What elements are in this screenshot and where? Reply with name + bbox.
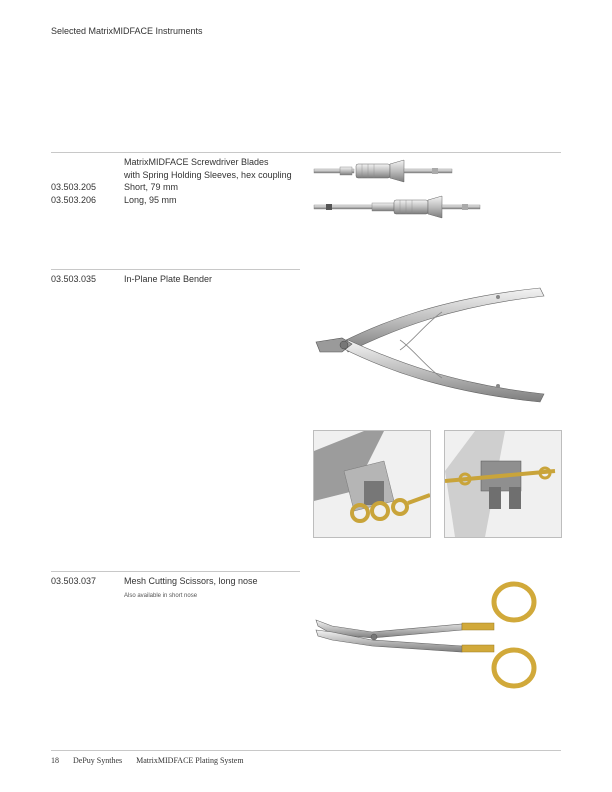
plate-bender-icon bbox=[312, 282, 548, 412]
page-number: 18 bbox=[51, 756, 59, 765]
section-divider bbox=[51, 269, 300, 270]
mesh-scissors-icon bbox=[312, 580, 542, 690]
page-footer bbox=[51, 756, 256, 765]
screwdriver-title-line-1: MatrixMIDFACE Screwdriver Blades bbox=[124, 157, 269, 167]
section-divider bbox=[51, 571, 300, 572]
item-description: Mesh Cutting Scissors, long nose bbox=[124, 576, 258, 586]
item-description: In-Plane Plate Bender bbox=[124, 274, 213, 284]
item-description: Long, 95 mm bbox=[124, 194, 177, 205]
page-header: Selected MatrixMIDFACE Instruments bbox=[51, 26, 203, 36]
availability-note: Also available in short nose bbox=[124, 593, 198, 599]
screwdriver-blade-long-icon bbox=[312, 196, 484, 220]
footer-divider bbox=[51, 750, 561, 751]
screwdriver-blade-short-icon bbox=[312, 160, 462, 184]
item-code: 03.503.035 bbox=[51, 274, 97, 284]
item-code: 03.503.037 bbox=[51, 576, 97, 586]
section-divider bbox=[51, 152, 561, 153]
footer-product: MatrixMIDFACE Plating System bbox=[136, 756, 244, 765]
bender-in-use-photo bbox=[444, 430, 562, 538]
item-code: 03.503.205 bbox=[51, 182, 97, 192]
item-description: Short, 79 mm bbox=[124, 182, 179, 192]
screwdriver-title-line-2: with Spring Holding Sleeves, hex coupling bbox=[124, 169, 292, 180]
bender-in-use-photo bbox=[313, 430, 431, 538]
item-code: 03.503.206 bbox=[51, 194, 97, 205]
footer-brand: DePuy Synthes bbox=[73, 756, 123, 765]
